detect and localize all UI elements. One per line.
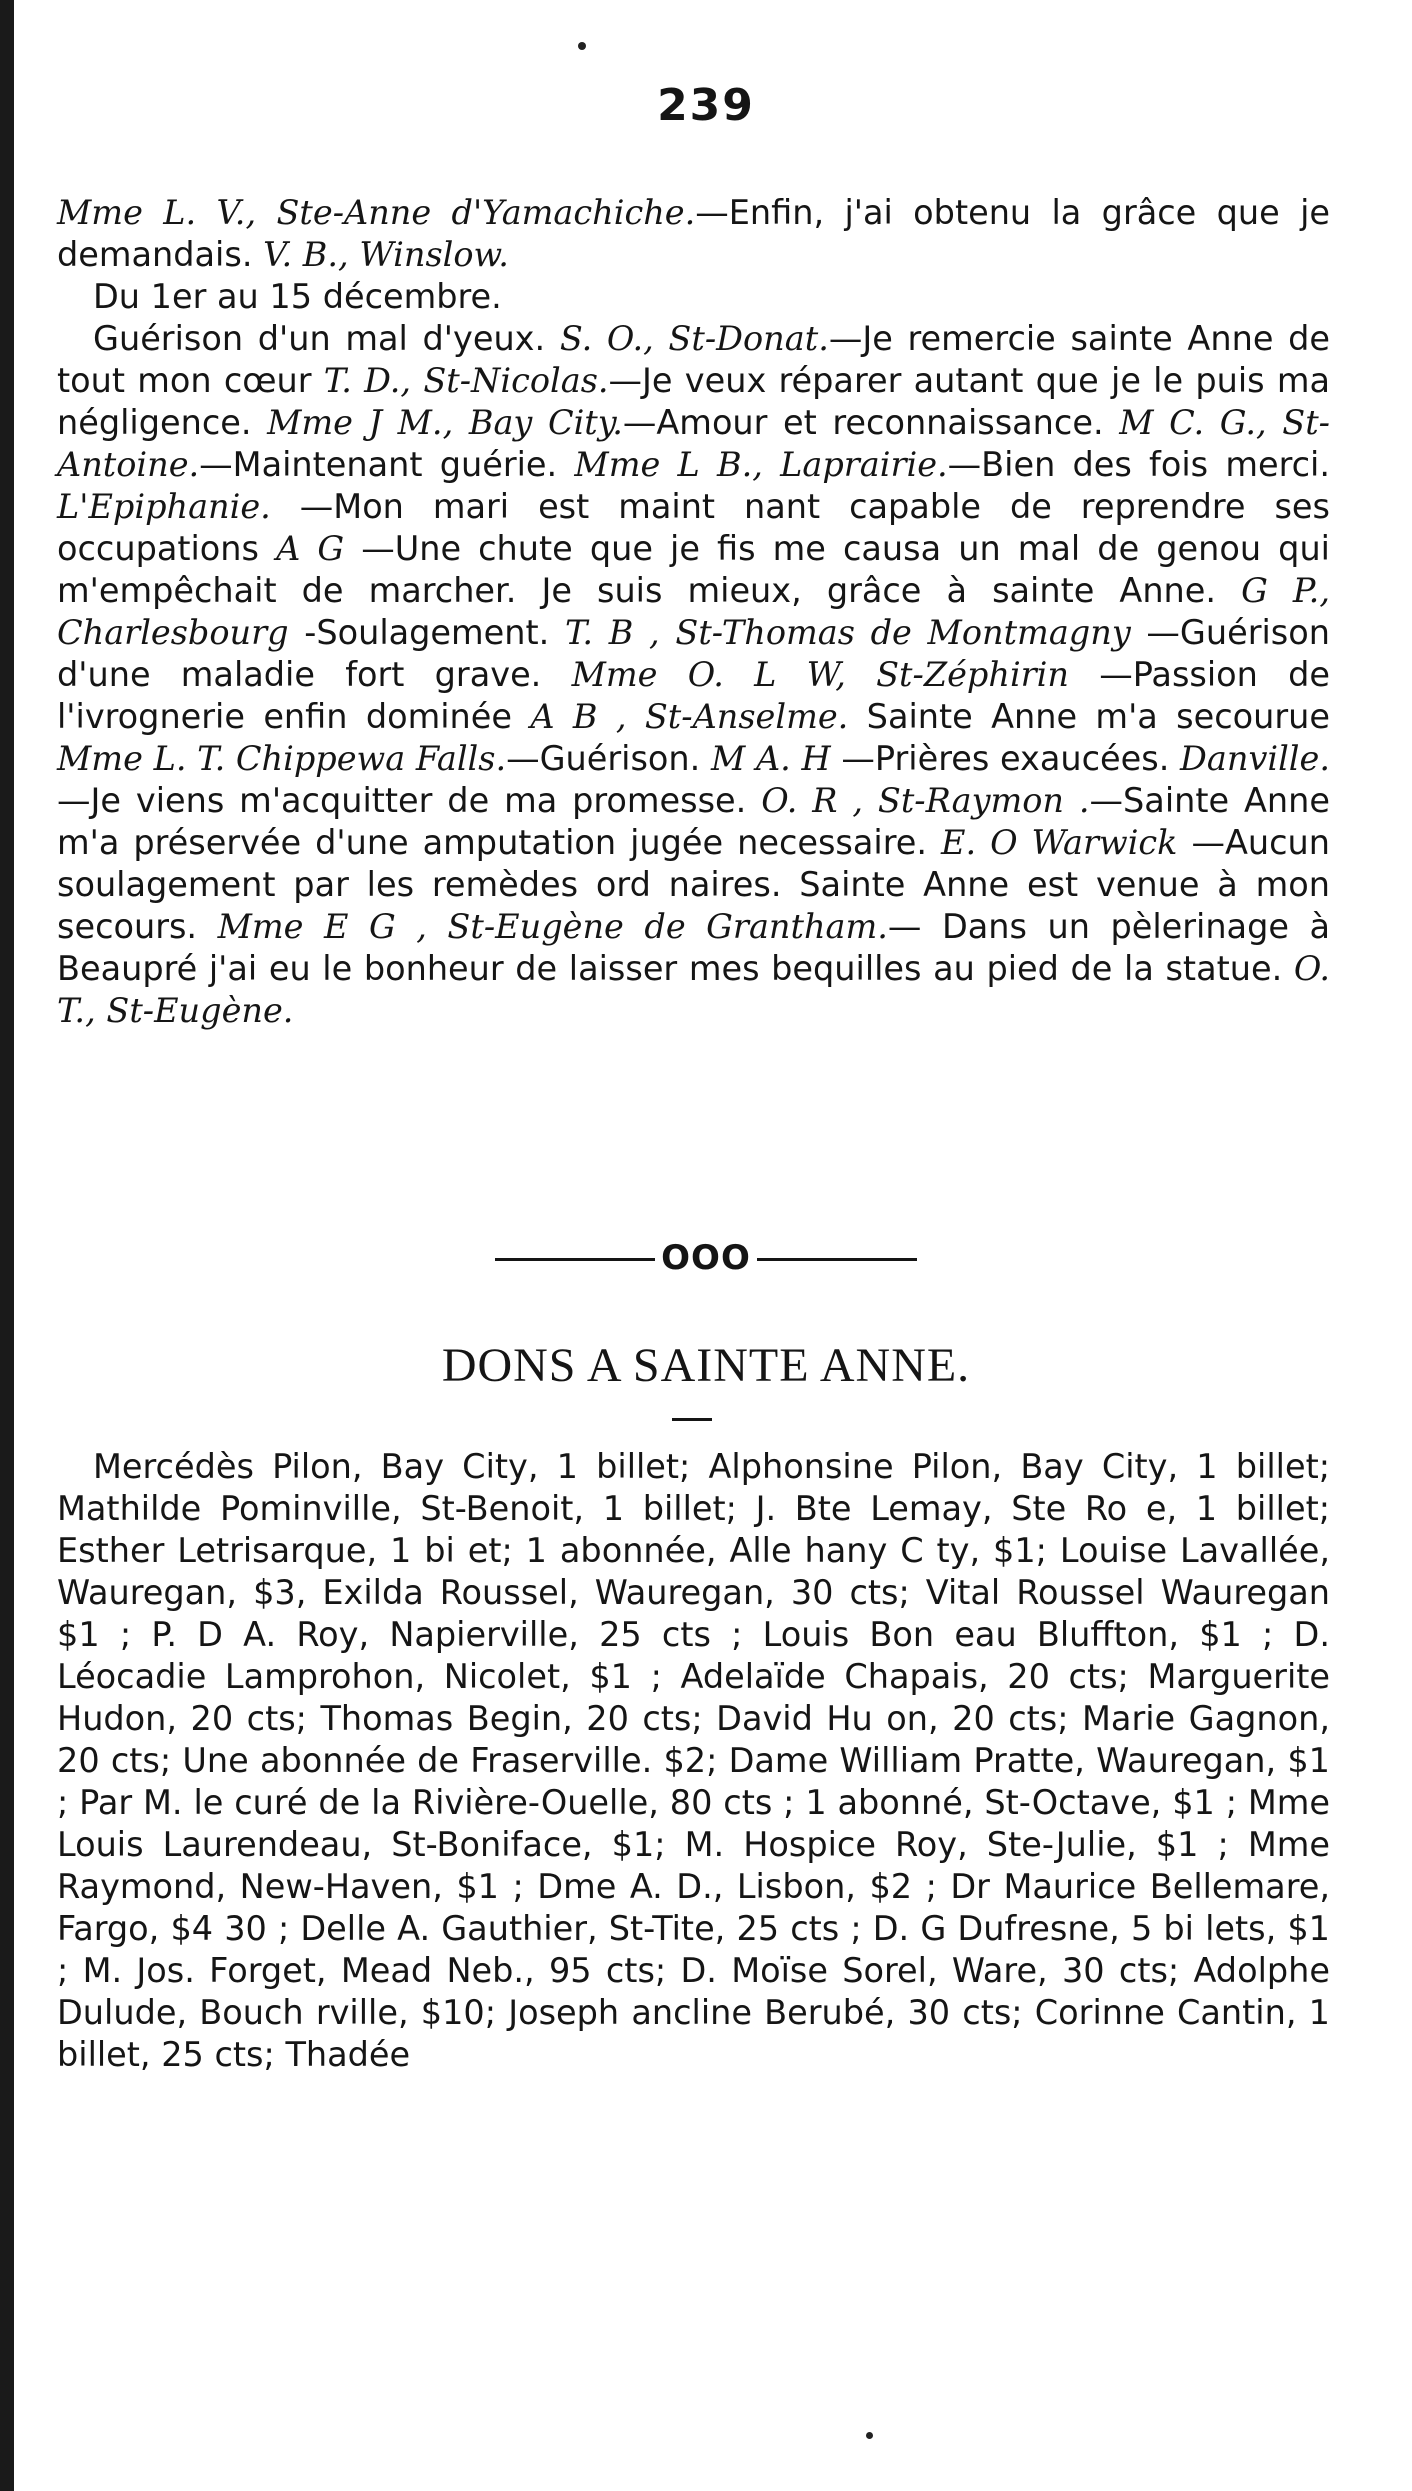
correspondent-name: M A. H	[711, 739, 831, 778]
testimonial-text: —Une chute que je fis me causa un mal de genou qui m'empêchait de marcher. Je suis mieux, grâce à sainte Anne.	[57, 529, 1330, 610]
separator-text: OOO	[661, 1238, 751, 1278]
section-title: DONS A SAINTE ANNE.	[441, 1339, 971, 1392]
correspondent-name: T. B , St-Thomas de Montmagny	[565, 613, 1131, 652]
correspondent-name: Mme E G , St-Eugène de Grantham.	[217, 907, 888, 946]
testimonials-block	[57, 192, 1330, 1032]
correspondent-name: Mme L. T. Chippewa Falls.	[57, 739, 507, 778]
correspondent-name: V. B., Winslow.	[263, 235, 509, 274]
separator-ornament	[0, 1238, 1412, 1278]
testimonial-text: —Sainte Anne m'a préservée d'une amputation jugée necessaire.	[57, 781, 1330, 862]
testimonials-paragraph	[57, 192, 1330, 1032]
correspondent-name: Mme L B., Laprairie.	[574, 445, 948, 484]
correspondent-name: Danville.	[1180, 739, 1330, 778]
correspondent-name: A B , St-Anselme.	[530, 697, 849, 736]
testimonial-text: —Amour et reconnaissance.	[622, 403, 1120, 442]
testimonial-text: Sainte Anne m'a secourue	[848, 697, 1330, 736]
separator-line	[495, 1258, 655, 1261]
testimonial-text: —Je viens m'acquitter de ma promesse.	[57, 781, 762, 820]
testimonial-text: —Passion de l'ivrognerie enfin dominée	[57, 655, 1331, 736]
testimonial-text: —Je remercie sainte Anne de tout mon cœur	[57, 319, 1330, 400]
testimonial-text: — Dans un pèlerinage à Beaupré j'ai eu le bonheur de laisser mes bequilles au pied de la statue.	[57, 907, 1330, 988]
correspondent-name: O. R , St-Raymon .	[761, 781, 1090, 820]
correspondent-name: M C. G., St-Antoine.	[57, 403, 1330, 484]
correspondent-name: O. T., St-Eugène.	[57, 949, 1330, 1030]
donations-paragraph: Mercédès Pilon, Bay City, 1 billet; Alphonsine Pilon, Bay City, 1 billet; Mathilde Pominville, St-Benoit, 1 billet; J. Bte Lemay, Ste Ro e, 1 billet; Esther Letrisarque, 1 bi et; 1 abonnée, Alle hany C ty, $1; Louise Lavallée, Wauregan, $3, Exilda Roussel, Wauregan, 30 cts; Vital Roussel Wauregan $1 ; P. D A. Roy, Napierville, 25 cts ; Louis Bon eau Bluffton, $1 ; D. Léocadie Lamprohon, Nicolet, $1 ; Adelaïde Chapais, 20 cts; Marguerite Hudon, 20 cts; Thomas Begin, 20 cts; David Hu on, 20 cts; Marie Gagnon, 20 cts; Une abonnée de Fraserville. $2; Dame William Pratte, Wauregan, $1 ; Par M. le curé de la Rivière-Ouelle, 80 cts ; 1 abonné, St-Octave, $1 ; Mme Louis Laurendeau, St-Boniface, $1; M. Hospice Roy, Ste-Julie, $1 ; Mme Raymond, New-Haven, $1 ; Dme A. D., Lisbon, $2 ; Dr Maurice Bellemare, Fargo, $4 30 ; Delle A. Gauthier, St-Tite, 25 cts ; D. G Dufresne, 5 bi lets, $1 ; M. Jos. Forget, Mead Neb., 95 cts; D. Moïse Sorel, Ware, 30 cts; Adolphe Dulude, Bouch rville, $10; Joseph ancline Berubé, 30 cts; Corinne Cantin, 1 billet, 25 cts; Thadée	[57, 1447, 1330, 2074]
correspondent-name: S. O., St-Donat.	[559, 319, 829, 358]
correspondent-name: A G	[276, 529, 345, 568]
testimonial-text: —Mon mari est maint nant capable de reprendre ses occupations	[57, 487, 1330, 568]
correspondent-name: E. O Warwick	[941, 823, 1178, 862]
correspondent-name: Mme L. V., Ste-Anne d'Yamachiche.	[57, 193, 696, 232]
title-rule	[672, 1418, 712, 1421]
ink-speck	[866, 2432, 873, 2439]
correspondent-name: T. D., St-Nicolas.	[323, 361, 609, 400]
page-number: 239	[657, 80, 755, 131]
testimonial-text: -Soulagement.	[288, 613, 565, 652]
testimonial-text: Guérison d'un mal d'yeux.	[93, 319, 560, 358]
ink-speck	[578, 42, 586, 50]
testimonial-text: —Guérison d'une maladie fort grave.	[57, 613, 1330, 694]
testimonial-text: —Prières exaucées.	[830, 739, 1181, 778]
testimonial-text: —Enfin, j'ai obtenu la grâce que je demandais.	[57, 193, 1330, 274]
donations-block	[57, 1446, 1330, 2076]
testimonial-text: —Guérison.	[506, 739, 711, 778]
testimonial-text: —Maintenant guérie.	[199, 445, 575, 484]
testimonial-text: —Aucun soulagement par les remèdes ord naires. Sainte Anne est venue à mon secours.	[57, 823, 1330, 946]
correspondent-name: Mme O. L W, St-Zéphirin	[571, 655, 1069, 694]
correspondent-name: L'Epiphanie.	[57, 487, 271, 526]
correspondent-name: G P., Charlesbourg	[57, 571, 1330, 652]
separator-line	[757, 1258, 917, 1261]
testimonial-text: Du 1er au 15 décembre.	[93, 277, 502, 316]
testimonial-text: —Je veux réparer autant que je le puis ma négligence.	[57, 361, 1331, 442]
testimonial-text: —Bien des fois merci.	[947, 445, 1330, 484]
correspondent-name: Mme J M., Bay City.	[267, 403, 623, 442]
